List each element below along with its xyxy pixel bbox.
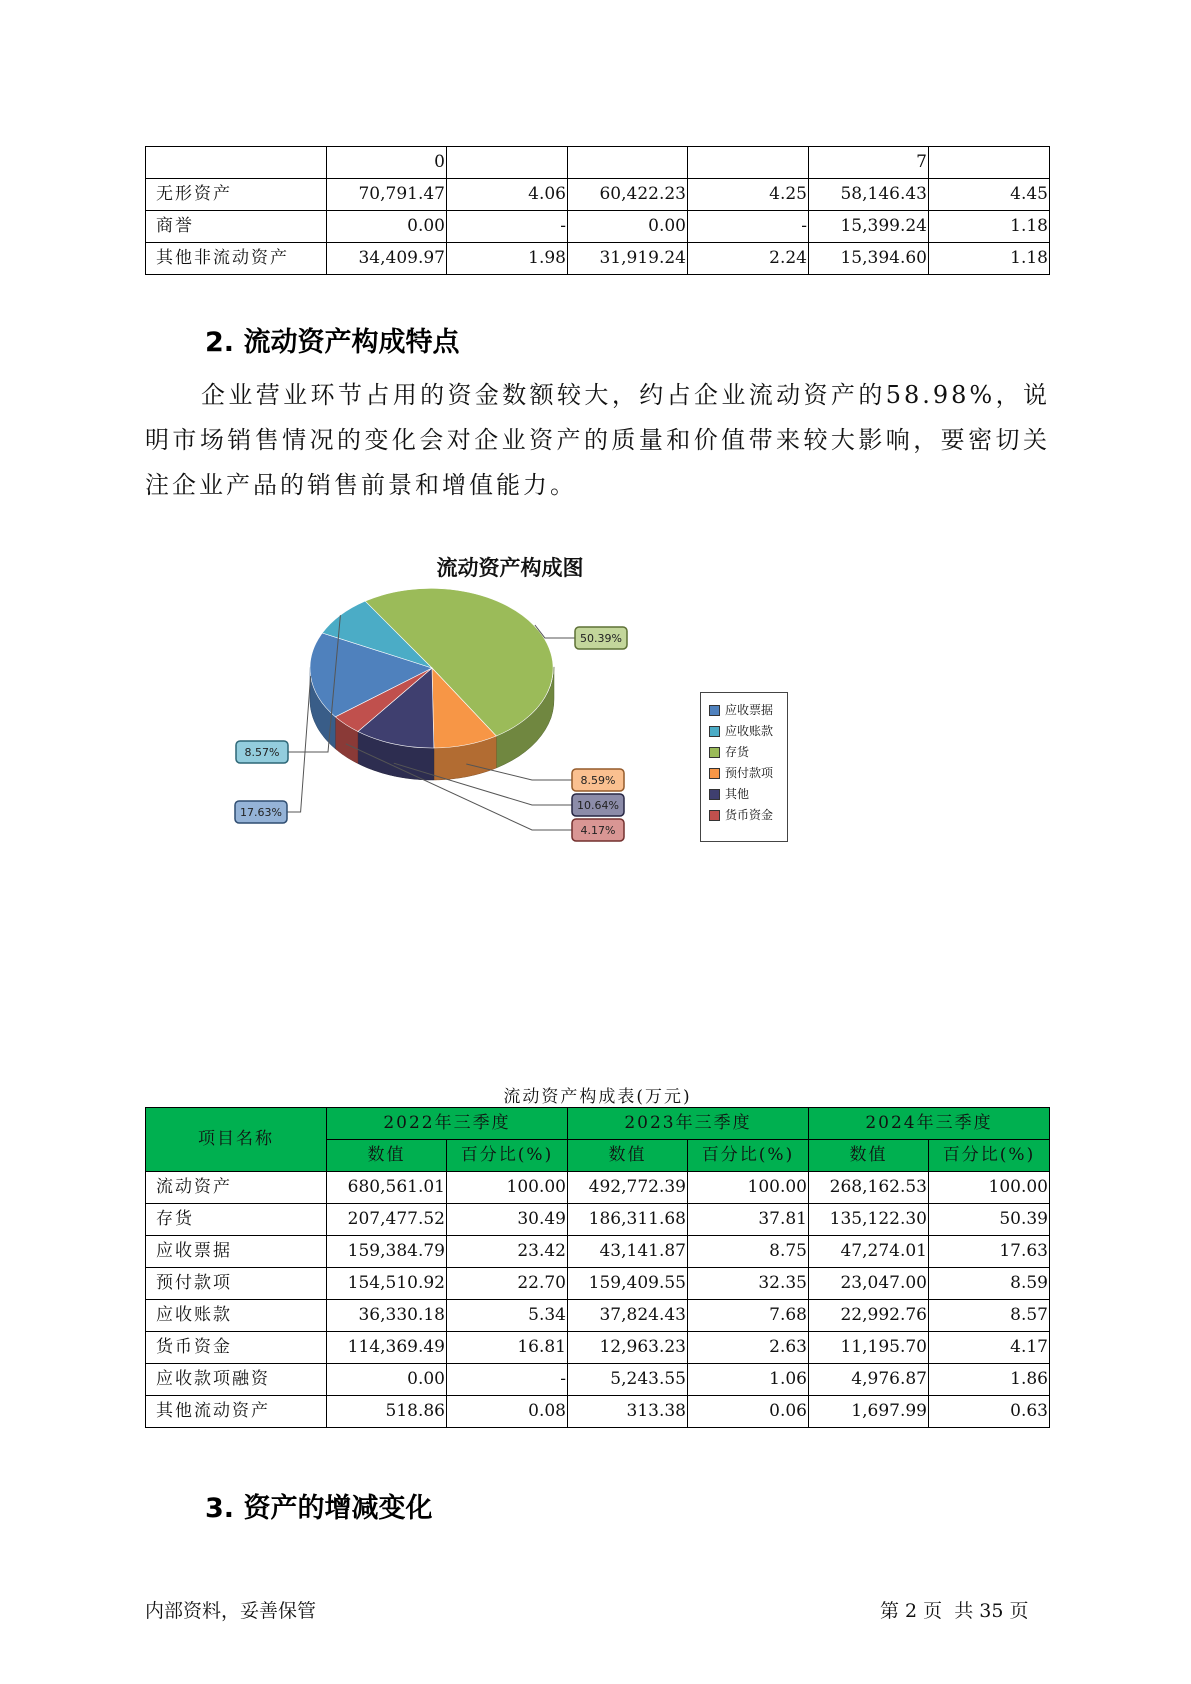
- value-cell: 15,399.24: [809, 211, 929, 243]
- table-row: [146, 179, 1050, 211]
- legend-swatch: [709, 768, 720, 779]
- table-header-row: [146, 1108, 1050, 1140]
- row-label: 流动资产: [146, 1172, 327, 1204]
- percent-cell: 100.00: [929, 1172, 1050, 1204]
- value-cell: 7: [809, 147, 929, 179]
- legend-item: [709, 701, 773, 719]
- row-label: 无形资产: [146, 179, 327, 211]
- table-caption: 流动资产构成表(万元): [503, 1087, 692, 1107]
- header-year: 2022年三季度: [327, 1108, 568, 1140]
- percent-cell: 1.86: [929, 1364, 1050, 1396]
- percent-cell: -: [688, 211, 809, 243]
- leader-line: [287, 676, 311, 812]
- row-label: 应收账款: [146, 1300, 327, 1332]
- header-value: 数值: [809, 1140, 929, 1172]
- value-cell: 12,963.23: [568, 1332, 688, 1364]
- value-cell: 159,409.55: [568, 1268, 688, 1300]
- percent-cell: 1.98: [447, 243, 568, 275]
- value-cell: 58,146.43: [809, 179, 929, 211]
- percent-cell: 4.25: [688, 179, 809, 211]
- table-row: [146, 1236, 1050, 1268]
- value-cell: 518.86: [327, 1396, 447, 1428]
- table-row: [146, 211, 1050, 243]
- percent-cell: [929, 147, 1050, 179]
- value-cell: 36,330.18: [327, 1300, 447, 1332]
- value-cell: 135,122.30: [809, 1204, 929, 1236]
- header-year: 2023年三季度: [568, 1108, 809, 1140]
- percent-cell: 16.81: [447, 1332, 568, 1364]
- percent-cell: 1.18: [929, 211, 1050, 243]
- value-cell: 31,919.24: [568, 243, 688, 275]
- percent-cell: 100.00: [688, 1172, 809, 1204]
- value-cell: 4,976.87: [809, 1364, 929, 1396]
- percent-cell: 32.35: [688, 1268, 809, 1300]
- table-row: [146, 147, 1050, 179]
- data-label: 8.57%: [244, 746, 280, 759]
- percent-cell: 0.63: [929, 1396, 1050, 1428]
- percent-cell: [688, 147, 809, 179]
- value-cell: 0.00: [568, 211, 688, 243]
- legend-label: 应收账款: [725, 724, 774, 738]
- table-row: [146, 1396, 1050, 1428]
- data-label: 17.63%: [240, 806, 282, 819]
- header-value: 数值: [327, 1140, 447, 1172]
- percent-cell: 7.68: [688, 1300, 809, 1332]
- value-cell: 0.00: [327, 211, 447, 243]
- percent-cell: 100.00: [447, 1172, 568, 1204]
- value-cell: 0.00: [327, 1364, 447, 1396]
- percent-cell: 22.70: [447, 1268, 568, 1300]
- value-cell: 680,561.01: [327, 1172, 447, 1204]
- header-percent: 百分比(%): [688, 1140, 809, 1172]
- data-label: 50.39%: [580, 632, 622, 645]
- row-label: 应收票据: [146, 1236, 327, 1268]
- table-row: [146, 1332, 1050, 1364]
- section-3-heading: 3. 资产的增减变化: [205, 1493, 433, 1524]
- footer-confidential: 内部资料，妥善保管: [145, 1600, 317, 1622]
- percent-cell: 23.42: [447, 1236, 568, 1268]
- row-label: 商誉: [146, 211, 327, 243]
- value-cell: 22,992.76: [809, 1300, 929, 1332]
- value-cell: 114,369.49: [327, 1332, 447, 1364]
- chart-legend: [700, 692, 788, 842]
- value-cell: 47,274.01: [809, 1236, 929, 1268]
- row-label: 其他非流动资产: [146, 243, 327, 275]
- row-label: 存货: [146, 1204, 327, 1236]
- section-2-paragraph: 企业营业环节占用的资金数额较大，约占企业流动资产的58.98%，说明市场销售情况的变化会对企业资产的质量和价值带来较大影响，要密切关注企业产品的销售前景和增值能力。: [145, 381, 1050, 499]
- legend-swatch: [709, 810, 720, 821]
- table-row: [146, 1204, 1050, 1236]
- header-value: 数值: [568, 1140, 688, 1172]
- legend-item: [709, 722, 773, 740]
- value-cell: 159,384.79: [327, 1236, 447, 1268]
- percent-cell: 4.06: [447, 179, 568, 211]
- legend-item: [709, 743, 749, 761]
- legend-swatch: [709, 705, 720, 716]
- value-cell: 492,772.39: [568, 1172, 688, 1204]
- percent-cell: 2.24: [688, 243, 809, 275]
- table-row: [146, 1268, 1050, 1300]
- section-2-heading: 2. 流动资产构成特点: [205, 327, 460, 358]
- legend-label: 存货: [725, 745, 750, 759]
- percent-cell: 4.17: [929, 1332, 1050, 1364]
- percent-cell: -: [447, 211, 568, 243]
- header-percent: 百分比(%): [929, 1140, 1050, 1172]
- value-cell: 60,422.23: [568, 179, 688, 211]
- value-cell: 154,510.92: [327, 1268, 447, 1300]
- noncurrent-assets-table-continued: [145, 146, 1050, 275]
- table-row: [146, 1364, 1050, 1396]
- percent-cell: 0.08: [447, 1396, 568, 1428]
- percent-cell: 8.57: [929, 1300, 1050, 1332]
- value-cell: 0: [327, 147, 447, 179]
- percent-cell: 50.39: [929, 1204, 1050, 1236]
- legend-label: 预付款项: [725, 766, 774, 780]
- legend-item: [709, 764, 773, 782]
- table-row: [146, 243, 1050, 275]
- value-cell: 15,394.60: [809, 243, 929, 275]
- table-row: [146, 1300, 1050, 1332]
- legend-swatch: [709, 726, 720, 737]
- percent-cell: 8.59: [929, 1268, 1050, 1300]
- legend-item: [709, 806, 773, 824]
- percent-cell: 0.06: [688, 1396, 809, 1428]
- row-label: 应收款项融资: [146, 1364, 327, 1396]
- row-label: 其他流动资产: [146, 1396, 327, 1428]
- value-cell: 207,477.52: [327, 1204, 447, 1236]
- percent-cell: 8.75: [688, 1236, 809, 1268]
- value-cell: 313.38: [568, 1396, 688, 1428]
- row-label: 预付款项: [146, 1268, 327, 1300]
- data-label: 4.17%: [580, 824, 616, 837]
- value-cell: 268,162.53: [809, 1172, 929, 1204]
- footer-page-number: 第 2 页 共 35 页: [880, 1600, 1029, 1622]
- percent-cell: 1.18: [929, 243, 1050, 275]
- legend-item: [709, 785, 749, 803]
- value-cell: 70,791.47: [327, 179, 447, 211]
- data-label: 8.59%: [580, 774, 616, 787]
- percent-cell: 17.63: [929, 1236, 1050, 1268]
- percent-cell: 30.49: [447, 1204, 568, 1236]
- percent-cell: 1.06: [688, 1364, 809, 1396]
- value-cell: 37,824.43: [568, 1300, 688, 1332]
- value-cell: 186,311.68: [568, 1204, 688, 1236]
- percent-cell: 2.63: [688, 1332, 809, 1364]
- percent-cell: 5.34: [447, 1300, 568, 1332]
- value-cell: 34,409.97: [327, 243, 447, 275]
- row-label: [146, 147, 327, 179]
- legend-swatch: [709, 789, 720, 800]
- percent-cell: 37.81: [688, 1204, 809, 1236]
- value-cell: 43,141.87: [568, 1236, 688, 1268]
- current-assets-table: [145, 1107, 1050, 1428]
- value-cell: 5,243.55: [568, 1364, 688, 1396]
- percent-cell: [447, 147, 568, 179]
- legend-label: 货币资金: [725, 808, 774, 822]
- legend-label: 应收票据: [725, 703, 774, 717]
- table-row: [146, 1172, 1050, 1204]
- header-year: 2024年三季度: [809, 1108, 1050, 1140]
- data-label: 10.64%: [577, 799, 619, 812]
- value-cell: 23,047.00: [809, 1268, 929, 1300]
- value-cell: 1,697.99: [809, 1396, 929, 1428]
- row-label: 货币资金: [146, 1332, 327, 1364]
- legend-label: 其他: [725, 787, 750, 801]
- percent-cell: -: [447, 1364, 568, 1396]
- value-cell: 11,195.70: [809, 1332, 929, 1364]
- chart-title: 流动资产构成图: [436, 556, 584, 580]
- percent-cell: 4.45: [929, 179, 1050, 211]
- header-item-name: 项目名称: [146, 1108, 327, 1172]
- value-cell: [568, 147, 688, 179]
- header-percent: 百分比(%): [447, 1140, 568, 1172]
- legend-swatch: [709, 747, 720, 758]
